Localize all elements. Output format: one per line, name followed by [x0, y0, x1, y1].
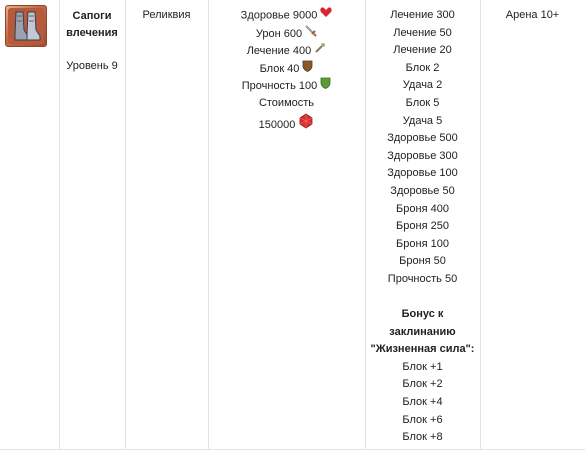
stat-block: Блок 40 [208, 60, 365, 78]
stat-health: Здоровье 9000 [208, 7, 365, 25]
item-level: Уровень 9 [66, 60, 118, 72]
random-stat: Здоровье 100 [387, 167, 458, 180]
arena-cell [480, 0, 585, 450]
random-stats-cell [365, 0, 480, 450]
random-stat: Блок 5 [405, 96, 440, 109]
wand-icon [314, 42, 326, 61]
stat-damage: Урон 600 [208, 25, 365, 43]
random-stat: Прочность 50 [387, 272, 458, 285]
random-stat: Здоровье 50 [390, 184, 455, 197]
spacer [365, 289, 480, 307]
bonus-value: Блок +8 [402, 431, 443, 444]
ruby-icon [298, 113, 314, 137]
random-stat: Броня 250 [396, 220, 449, 233]
bonus-title-line1: Бонус к [401, 308, 444, 321]
rarity-cell [125, 0, 208, 450]
stat-durability: Прочность 100 [208, 77, 365, 95]
sword-icon [305, 25, 317, 44]
bonus-title-line3: "Жизненная сила": [370, 343, 475, 356]
random-stat: Броня 100 [396, 237, 449, 250]
cost-label: Стоимость [258, 96, 315, 109]
stat-healing: Лечение 400 [208, 42, 365, 60]
random-stat: Здоровье 300 [387, 149, 458, 162]
shield-icon [302, 60, 313, 79]
random-stat: Блок 2 [405, 61, 440, 74]
bonus-value: Блок +2 [402, 378, 443, 391]
bonus-title-line2: заклинанию [389, 325, 456, 338]
greaves-icon[interactable] [5, 5, 47, 47]
random-stat: Лечение 20 [393, 44, 452, 57]
random-stat: Удача 2 [402, 79, 443, 92]
random-stat: Здоровье 500 [387, 132, 458, 145]
durability-shield-icon [320, 77, 331, 96]
item-name-cell [59, 0, 125, 450]
heart-icon [320, 7, 332, 25]
random-stat: Лечение 300 [390, 9, 455, 21]
stats-list [208, 7, 365, 135]
random-stat: Броня 50 [399, 255, 446, 268]
item-name-line2: влечения [66, 27, 118, 39]
random-stats-list [365, 7, 480, 447]
item-name [59, 8, 125, 42]
item-icon-cell [0, 0, 59, 450]
item-rarity: Реликвия [142, 9, 191, 21]
bonus-value: Блок +6 [402, 413, 443, 426]
cost-value: 150000 [208, 113, 365, 135]
item-arena: Арена 10+ [505, 9, 560, 21]
bonus-value: Блок +1 [402, 360, 443, 373]
item-name-line1: Сапоги [72, 10, 112, 22]
random-stat: Броня 400 [396, 202, 449, 215]
bonus-value: Блок +4 [402, 396, 443, 409]
random-stat: Лечение 50 [393, 26, 452, 39]
stats-cell [208, 0, 365, 450]
random-stat: Удача 5 [402, 114, 443, 127]
